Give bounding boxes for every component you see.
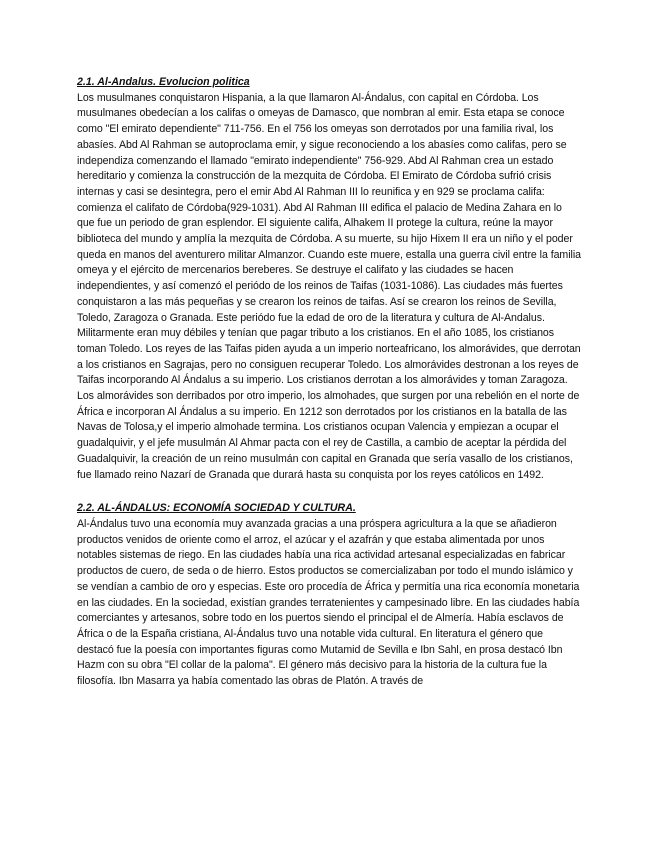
section-spacer: [77, 483, 582, 501]
section-heading-political-evolution: 2.1. Al-Andalus. Evolucion politica: [77, 76, 250, 88]
section-paragraph-political-evolution: Los musulmanes conquistaron Hispania, a la que llamaron Al-Ándalus, con capital en Córdoba. Los musulmanes obedecían a los califas o omeyas de Damasco, que nombran al emir. Esta etapa se conoce como "El emirato dependiente" 711-756. En el 756 los omeyas son derrotados por una familia rival, los abasíes. Abd Al Rahman se autoproclama emir, y sigue reconociendo a los abasíes como califas, pero se independiza comenzando el llamado "emirato independiente" 756-929. Abd Al Rahman crea un estado hereditario y comienza la construcción de la mezquita de Córdoba. El Emirato de Córdoba sufrió crisis internas y casi se desintegra, pero el emir Abd Al Rahman III lo reunifica y en 929 se proclama califa: comienza el califato de Córdoba(929-1031). Abd Al Rahman III edifica el palacio de Medina Zahara en lo que fue un periodo de gran esplendor. El siguiente califa, Alhakem II protege la cultura, reúne la mayor biblioteca del mundo y amplía la mezquita de Córdoba. A su muerte, su hijo Hixem II era un niño y el poder queda en manos del aventurero militar Almanzor. Cuando este muere, estalla una guerra civil entre la familia omeya y el ejército de mercenarios bereberes. Se destruye el califato y las ciudades se hacen independientes, y así comenzó el periódo de los reinos de Taifas (1031-1086). Las ciudades más fuertes conquistaron a las más pequeñas y se crearon los reinos de taifas. Así se crearon los reinos de Sevilla, Toledo, Zaragoza o Granada. Este periódo fue la edad de oro de la literatura y cultura de Al-Andalus. Militarmente eran muy débiles y tenían que pagar tributo a los cristianos. En el año 1085, los cristianos toman Toledo. Los reyes de las Taifas piden ayuda a un imperio norteafricano, los almorávides, que derrotan a los cristianos en Sagrajas, pero no consiguen recuperar Toledo. Los almorávides destronan a los reyes de Taifas incorporando Al Ándalus a su imperio. Los cristianos derrotan a los almorávides y toman Zaragoza. Los almorávides son derribados por otro imperio, los almohades, que surgen por una rebelión en el norte de África e incorporan Al Ándalus a su imperio. En 1212 son derrotados por los cristianos en la batalla de las Navas de Tolosa,y el imperio almohade termina. Los cristianos ocupan Valencia y empiezan a ocupar el guadalquivir, y el jefe musulmán Al Ahmar pacta con el rey de Castilla, a cambio de aceptar la pérdida del Guadalquivir, la creación de un reino musulmán con capital en Granada que sería vasallo de los cristianos, fue llamado reino Nazarí de Granada que durará hasta su conquista por los reyes católicos en 1492.: [77, 91, 581, 481]
section-paragraph-economy-society-culture: Al-Ándalus tuvo una economía muy avanzada gracias a una próspera agricultura a la que se añadieron productos venidos de oriente como el arroz, el azúcar y el azafrán y que estaba alimentada por unos notables sistemas de riego. En las ciudades había una rica actividad artesanal especializadas en fabricar productos de cuero, de seda o de hierro. Estos productos se comercializaban por todo el mundo islámico y se vendían a cambio de oro y especias. Este oro procedía de África y permitía una rica economía monetaria en las ciudades. En la sociedad, existían grandes terratenientes y campesinado libre. En las ciudades había comerciantes y artesanos, sobre todo en los puertos siendo el principal el de Almería. Había esclavos de África o de la España cristiana, Al-Ándalus tuvo una notable vida cultural. En literatura el género que destacó fue la poesía con importantes figuras como Mutamid de Sevilla e Ibn Sahl, en prosa destacó Ibn Hazm con su obra "El collar de la paloma". El género más decisivo para la historia de la cultura fue la filosofía. Ibn Masarra ya había comentado las obras de Platón. A través de: [77, 517, 580, 688]
section-heading-economy-society-culture: 2.2. AL-ÁNDALUS: ECONOMÍA SOCIEDAD Y CULTURA.: [77, 502, 356, 515]
document-body: [77, 75, 582, 690]
